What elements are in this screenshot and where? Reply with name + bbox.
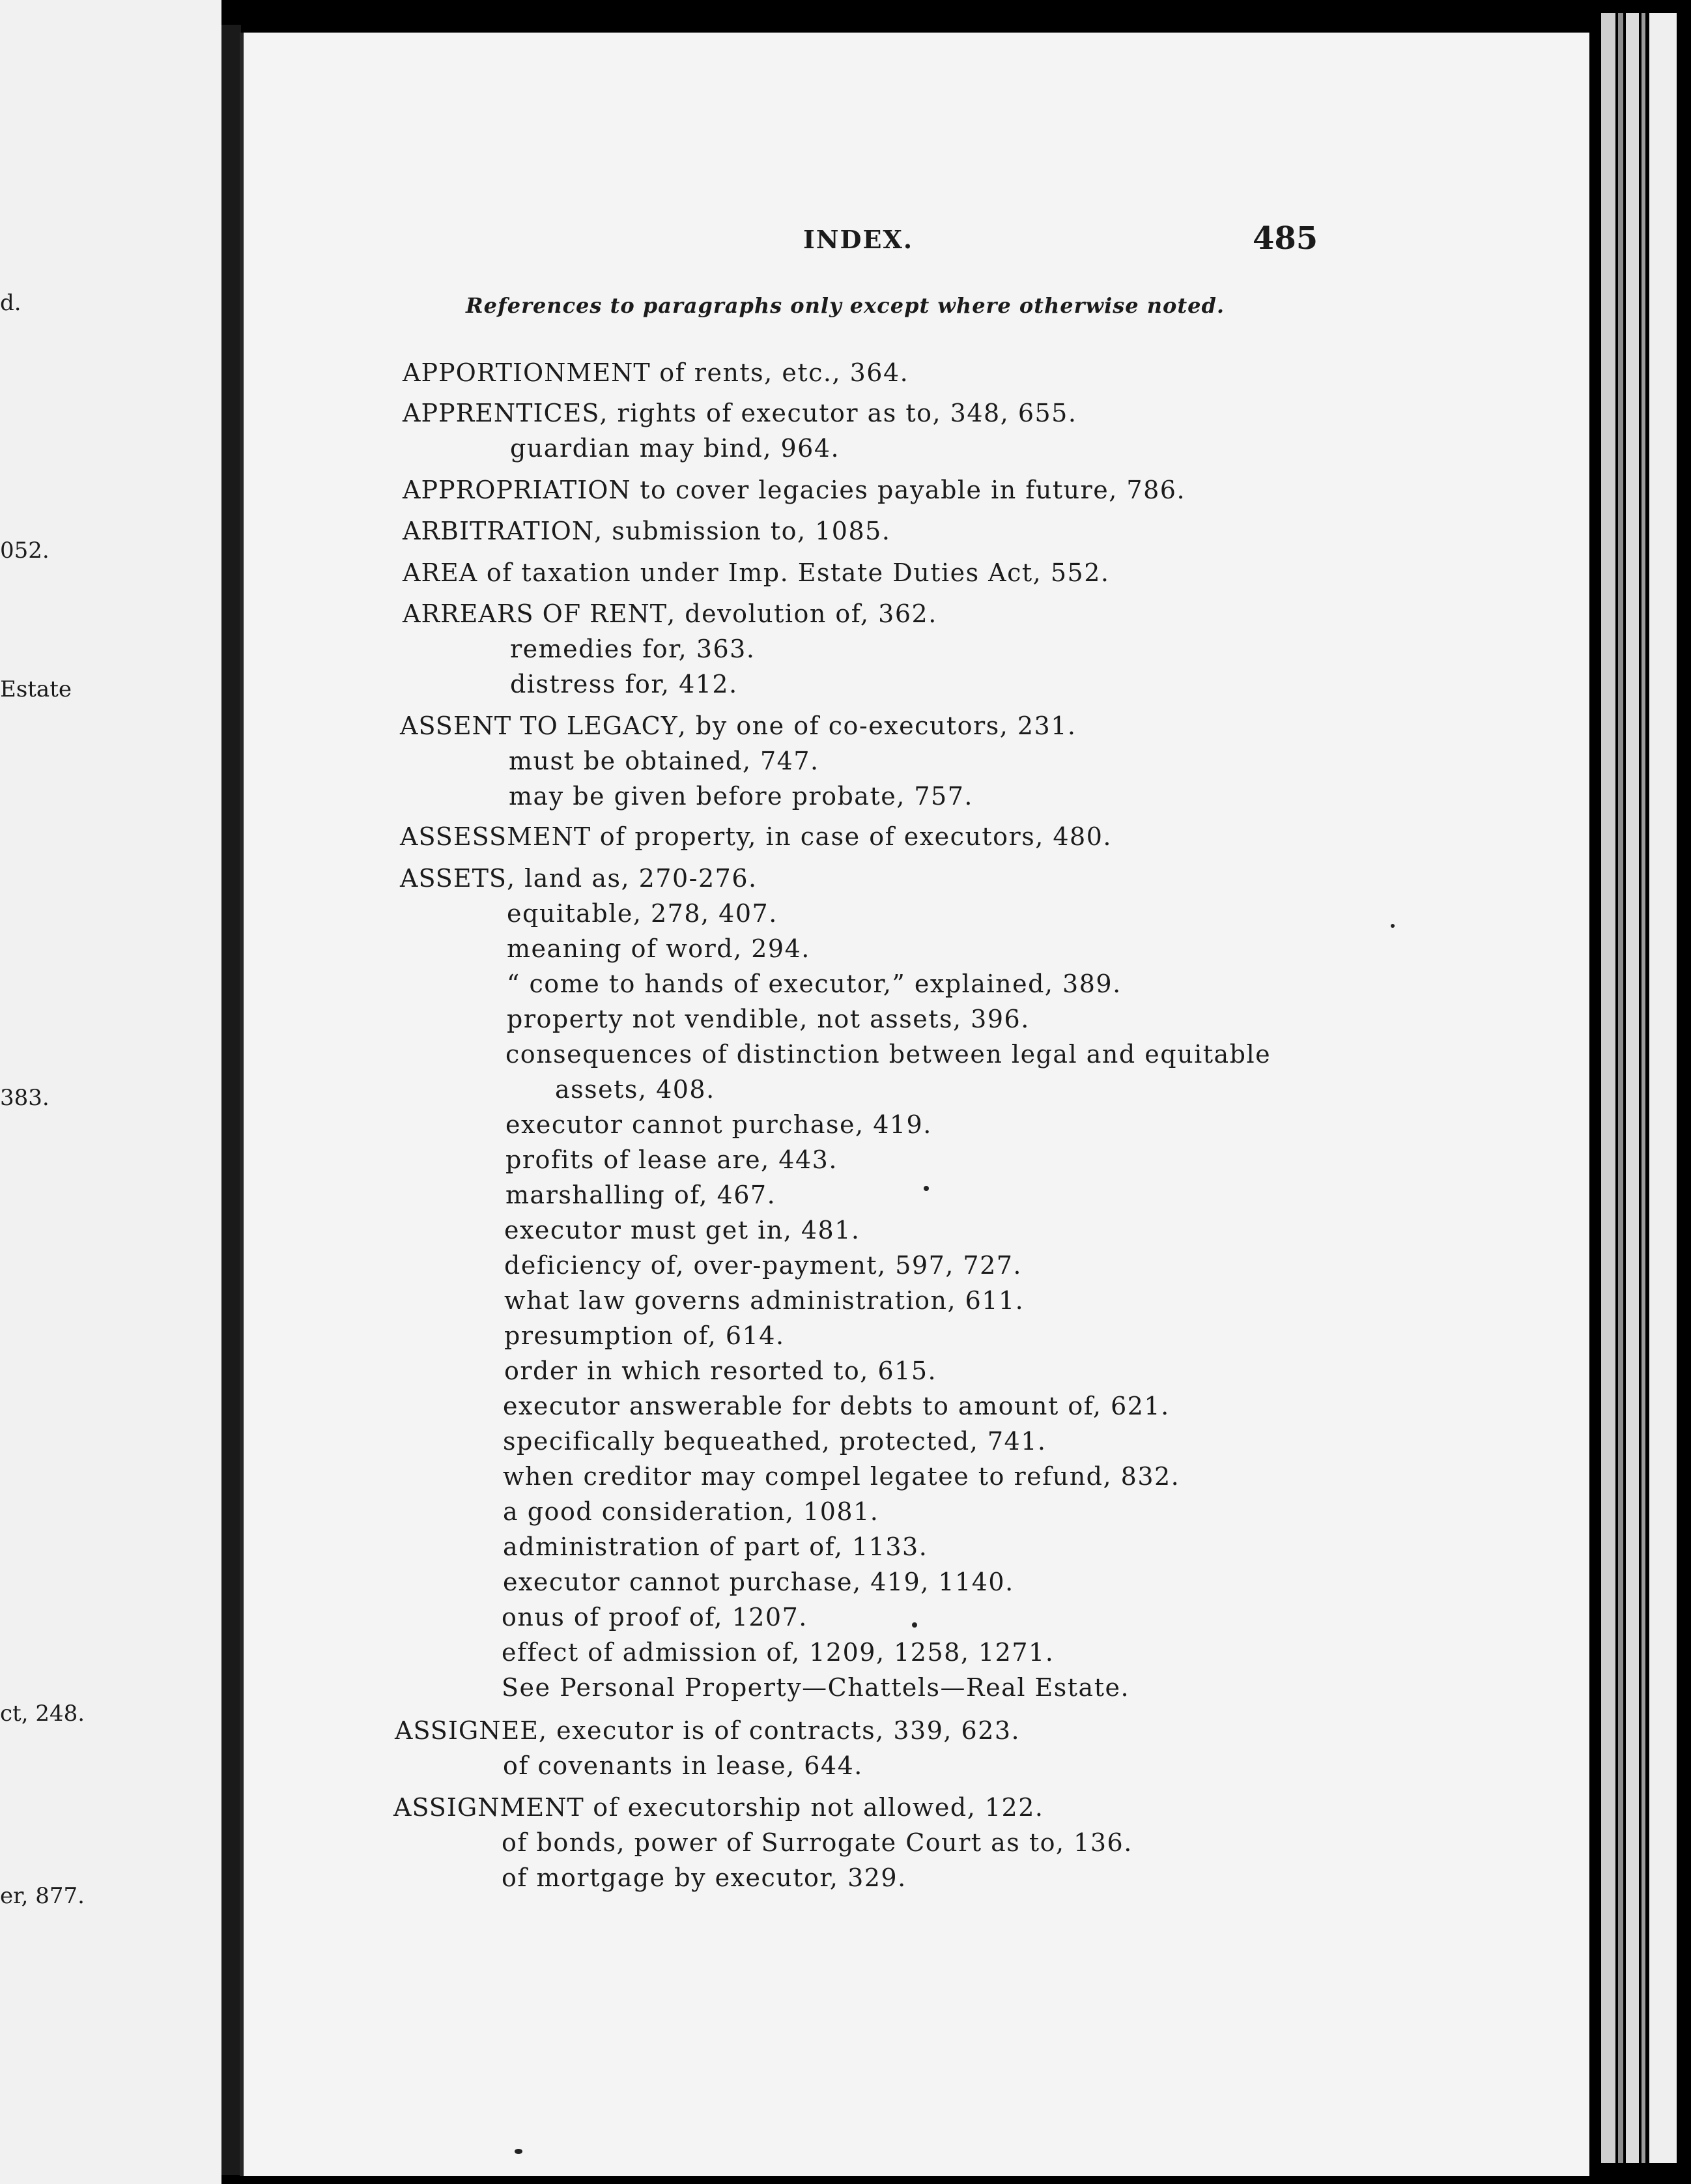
- index-subentry: consequences of distinction between legal and equitable: [505, 1040, 1272, 1069]
- page-number: 485: [1253, 220, 1318, 257]
- index-entry: ASSIGNMENT of executorship not allowed, 122.: [393, 1793, 1044, 1822]
- ink-speck: [1391, 924, 1395, 928]
- index-subentry: of bonds, power of Surrogate Court as to, 136.: [502, 1828, 1133, 1857]
- index-entry: APPROPRIATION to cover legacies payable in future, 786.: [403, 476, 1186, 504]
- index-subentry: profits of lease are, 443.: [505, 1145, 838, 1174]
- index-subentry: presumption of, 614.: [504, 1321, 785, 1350]
- ink-speck: [924, 1186, 929, 1191]
- index-subentry: “ come to hands of executor,” explained, 389.: [507, 970, 1122, 998]
- index-subentry: guardian may bind, 964.: [510, 434, 840, 463]
- index-subentry: a good consideration, 1081.: [503, 1497, 879, 1526]
- index-subentry: may be given before probate, 757.: [509, 782, 973, 811]
- index-subentry: distress for, 412.: [510, 670, 738, 698]
- ink-speck: [912, 1622, 917, 1628]
- index-entry: ASSESSMENT of property, in case of executors, 480.: [400, 822, 1112, 851]
- facing-page-fragment: ct, 248.: [0, 1701, 85, 1727]
- index-subentry: order in which resorted to, 615.: [504, 1357, 937, 1385]
- facing-page-fragment: 383.: [0, 1085, 50, 1111]
- index-subentry: of covenants in lease, 644.: [503, 1751, 863, 1780]
- index-subentry: administration of part of, 1133.: [503, 1532, 928, 1561]
- index-entry: ASSETS, land as, 270-276.: [400, 864, 758, 893]
- index-subentry: remedies for, 363.: [510, 635, 756, 663]
- index-subentry: marshalling of, 467.: [505, 1181, 776, 1209]
- index-subentry: onus of proof of, 1207.: [502, 1603, 808, 1631]
- index-subentry: meaning of word, 294.: [507, 934, 810, 963]
- facing-page-fragment: er, 877.: [0, 1883, 85, 1909]
- index-subentry: when creditor may compel legatee to refund, 832.: [503, 1462, 1180, 1491]
- book-gutter: [221, 25, 241, 2175]
- index-entry: ARREARS OF RENT, devolution of, 362.: [403, 599, 937, 628]
- running-head-title: INDEX.: [803, 225, 914, 254]
- index-subentry: executor cannot purchase, 419, 1140.: [503, 1568, 1014, 1596]
- facing-page-edge: [0, 0, 221, 2184]
- facing-page-fragment: 052.: [0, 538, 50, 564]
- index-subentry: deficiency of, over-payment, 597, 727.: [504, 1251, 1023, 1280]
- index-subentry: effect of admission of, 1209, 1258, 1271.: [502, 1638, 1055, 1667]
- facing-page-fragment: Estate: [0, 676, 72, 702]
- index-subentry: executor answerable for debts to amount of, 621.: [503, 1392, 1170, 1420]
- index-entry: APPORTIONMENT of rents, etc., 364.: [403, 358, 909, 387]
- index-subentry: executor must get in, 481.: [504, 1216, 860, 1244]
- index-entry: ASSIGNEE, executor is of contracts, 339, 623.: [395, 1716, 1021, 1745]
- index-entry: APPRENTICES, rights of executor as to, 348, 655.: [403, 399, 1077, 427]
- index-subentry: what law governs administration, 611.: [504, 1286, 1025, 1315]
- index-entry: ASSENT TO LEGACY, by one of co-executors, 231.: [400, 711, 1077, 740]
- facing-page-fragment: d.: [0, 290, 21, 316]
- ink-speck: [515, 2149, 522, 2154]
- index-entry: ARBITRATION, submission to, 1085.: [403, 517, 891, 545]
- index-cross-reference: See Personal Property—Chattels—Real Estate.: [502, 1673, 1130, 1702]
- index-subentry: executor cannot purchase, 419.: [505, 1110, 932, 1139]
- index-subentry: must be obtained, 747.: [509, 747, 819, 775]
- book-page-edges: [1589, 13, 1691, 2176]
- references-note: References to paragraphs only except where otherwise noted.: [466, 293, 1225, 318]
- index-subentry: equitable, 278, 407.: [507, 899, 778, 928]
- index-subentry: specifically bequeathed, protected, 741.: [503, 1427, 1047, 1456]
- index-subentry: of mortgage by executor, 329.: [502, 1863, 907, 1892]
- index-entry: AREA of taxation under Imp. Estate Duties Act, 552.: [403, 558, 1110, 587]
- index-subentry-continuation: assets, 408.: [555, 1075, 715, 1104]
- index-subentry: property not vendible, not assets, 396.: [507, 1005, 1030, 1033]
